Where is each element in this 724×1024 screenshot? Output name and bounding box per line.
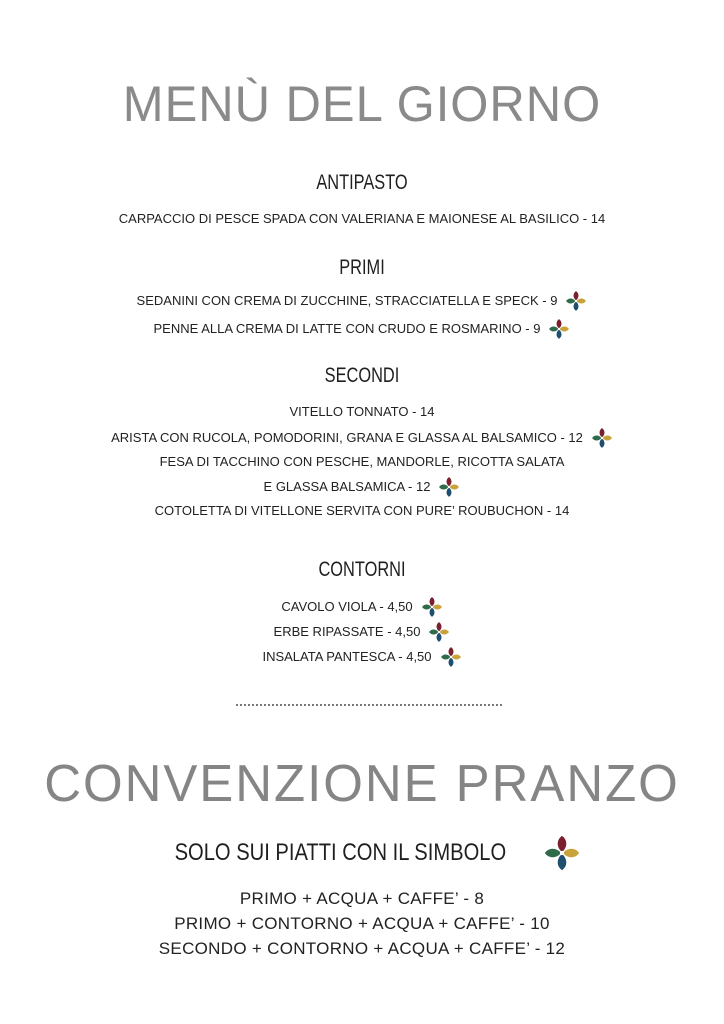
convenzione-subtitle: SOLO SUI PIATTI CON IL SIMBOLO xyxy=(174,839,506,866)
section-heading-contorni: CONTORNI xyxy=(318,558,406,581)
section-heading-secondi: SECONDI xyxy=(324,364,400,387)
combo-offer: PRIMO + ACQUA + CAFFE’ - 8 xyxy=(239,889,485,908)
convenzione-title: CONVENZIONE PRANZO xyxy=(44,755,680,813)
menu-item xyxy=(0,402,724,421)
menu-item-text: E GLASSA BALSAMICA - 12 xyxy=(263,479,431,494)
menu-item xyxy=(0,290,724,312)
menu-item xyxy=(0,646,724,668)
convenzione-flower-icon xyxy=(591,427,613,449)
menu-item-text: FESA DI TACCHINO CON PESCHE, MANDORLE, RICOTTA SALATA xyxy=(159,453,565,469)
menu-item xyxy=(0,501,724,520)
menu-item-text: VITELLO TONNATO - 14 xyxy=(289,403,435,419)
convenzione-flower-icon xyxy=(421,596,443,618)
menu-item xyxy=(0,209,724,228)
combo-offer: PRIMO + CONTORNO + ACQUA + CAFFE’ - 10 xyxy=(174,914,550,933)
menu-item-text: CARPACCIO DI PESCE SPADA CON VALERIANA E MAIONESE AL BASILICO - 14 xyxy=(118,210,606,226)
section-heading-antipasto: ANTIPASTO xyxy=(316,171,408,194)
menu-item-text: SEDANINI CON CREMA DI ZUCCHINE, STRACCIATELLA E SPECK - 9 xyxy=(136,293,558,308)
dotted-divider xyxy=(236,704,502,706)
menu-item-text: ARISTA CON RUCOLA, POMODORINI, GRANA E GLASSA AL BALSAMICO - 12 xyxy=(111,430,583,445)
menu-item xyxy=(0,621,724,643)
menu-item-text: PENNE ALLA CREMA DI LATTE CON CRUDO E ROSMARINO - 9 xyxy=(153,321,541,336)
section-heading-primi: PRIMI xyxy=(339,256,385,279)
menu-item xyxy=(0,452,724,471)
menu-item xyxy=(0,427,724,449)
menu-item-text: INSALATA PANTESCA - 4,50 xyxy=(262,649,432,664)
menu-item xyxy=(0,476,724,498)
menu-item-text: ERBE RIPASSATE - 4,50 xyxy=(273,624,421,639)
menu-item-text: COTOLETTA DI VITELLONE SERVITA CON PURE’ ROUBUCHON - 14 xyxy=(154,502,570,518)
convenzione-subtitle-row xyxy=(0,834,724,872)
convenzione-flower-icon xyxy=(440,646,462,668)
convenzione-flower-icon xyxy=(548,318,570,340)
page-title: MENÙ DEL GIORNO xyxy=(122,76,602,132)
convenzione-flower-icon xyxy=(543,834,581,872)
convenzione-flower-icon xyxy=(428,621,450,643)
menu-item xyxy=(0,318,724,340)
combo-offer: SECONDO + CONTORNO + ACQUA + CAFFE’ - 12 xyxy=(158,939,566,958)
convenzione-flower-icon xyxy=(565,290,587,312)
menu-item xyxy=(0,596,724,618)
convenzione-flower-icon xyxy=(438,476,460,498)
menu-item-text: CAVOLO VIOLA - 4,50 xyxy=(281,599,413,614)
